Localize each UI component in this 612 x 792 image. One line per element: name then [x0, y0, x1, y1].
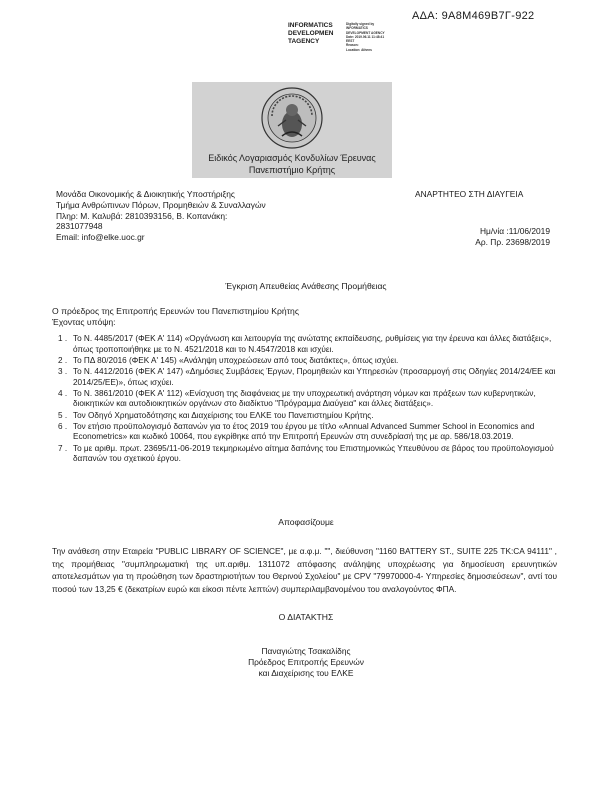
- item-text: Το Ν. 4485/2017 (ΦΕΚ Α' 114) «Οργάνωση και λειτουργία της ανώτατης εκπαίδευσης, ρυθμίσεις για την έρευνα και άλλες διατάξεις», όπως τροποποιήθηκε με το Ν. 4521/2018 και το Ν.4547/2018 και ισχύει.: [73, 334, 552, 354]
- list-item: [52, 334, 556, 355]
- item-number: 3 .: [58, 366, 68, 376]
- list-item: [52, 389, 556, 410]
- agency-line: INFORMATICS: [288, 22, 333, 29]
- item-text: Το Ν. 4412/2016 (ΦΕΚ Α' 147) «Δημόσιες Συμβάσεις Έργων, Προμηθειών και Υπηρεσιών (προσαρμογή στις Οδηγίες 2014/24/ΕΕ και 2014/25/ΕΕ)», όπως ισχύει.: [73, 366, 556, 387]
- item-number: 6 .: [58, 421, 68, 431]
- publish-note: ΑΝΑΡΤΗΤΕΟ ΣΤΗ ΔΙΑΥΓΕΙΑ: [415, 189, 524, 199]
- considerations-list: [52, 334, 556, 465]
- signatory-role-cont: και Διαχείρισης του ΕΛΚΕ: [258, 668, 354, 678]
- intro-block: [52, 306, 299, 328]
- decision-text: Την ανάθεση στην Εταιρεία "PUBLIC LIBRARY OF SCIENCE", με α.φ.μ. "", διεύθυνση "1160 BATTERY ST., SUITE 225 TK:CA 94111" , της προμήθειας "συμπληρωματική της υπ.αριθμ. 1311072 απόφασης ανάληψης υποχρέωσης για δημοσίευση ερευνητικών αποτελεσμάτων για τη προώθηση των δραστηριοτήτων του Θερινού Σχολείου" με CPV "79970000-4- Υπηρεσίες δημοσιεύσεων", αντί του ποσού των 13,25 € (δεκατρίων ευρώ και είκοσι πέντε λεπτών) συμπεριλαμβανομένου του αναλογούντος ΦΠΑ.: [52, 546, 557, 594]
- issuer-phone: 2831077948: [56, 221, 103, 232]
- signature-detail-line: DEVELOPMENT AGENCY: [346, 30, 385, 35]
- signature-detail-line: EEST: [346, 39, 355, 44]
- item-text: Τον ετήσιο προϋπολογισμό δαπανών για το έτος 2019 του έργου με τίτλο «Annual Advanced Summer School in Economics and Econometrics» και κωδικό 10064, που εγκρίθηκε από την Επιτροπή Ερευνών στη συνεδρίασή της με αρ. 586/18.03.2019.: [73, 421, 535, 442]
- signature-detail-line: Digitally signed by: [346, 22, 375, 26]
- item-number: 1 .: [58, 334, 68, 343]
- protocol-number: Αρ. Πρ. 23698/2019: [475, 237, 550, 247]
- list-item: [52, 422, 556, 443]
- logo-subtitle: Πανεπιστήμιο Κρήτης: [248, 165, 336, 175]
- item-text: Το ΠΔ 80/2016 (ΦΕΚ Α' 145) «Ανάληψη υποχρεώσεων από τους διατάκτες», όπως ισχύει.: [73, 355, 399, 365]
- list-item: [52, 411, 556, 422]
- signature-detail-line: Reason:: [346, 43, 359, 48]
- signature-detail-line: INFORMATICS: [346, 26, 368, 31]
- item-text: Το Ν. 3861/2010 (ΦΕΚ Α' 112) «Ενίσχυση της διαφάνειας με την υποχρεωτική ανάρτηση νόμων και πράξεων των κυβερνητικών, διοικητικών και αυτοδιοικητικών οργάνων στο διαδίκτυο "Πρόγραμμα Διαύγεια" και άλλες διατάξεις».: [73, 388, 536, 409]
- item-number: 2 .: [58, 355, 68, 365]
- signatory-role: Πρόεδρος Επιτροπής Ερευνών: [248, 657, 364, 667]
- signatory-name: Παναγιώτης Τσακαλίδης: [261, 646, 351, 656]
- decision-heading: Αποφασίζουμε: [278, 517, 334, 527]
- signature-detail-line: Date: 2019.06.11 11:48:41: [346, 34, 385, 39]
- item-text: Το με αριθμ. πρωτ. 23695/11-06-2019 τεκμηριωμένο αίτημα δαπάνης του Επιστημονικώς Υπευθύνου σε βάρος του προϋπολογισμού δαπανών του σχετικού έργου.: [73, 443, 554, 464]
- issuer-unit: Μονάδα Οικονομικής & Διοικητικής Υποστήριξης: [56, 189, 235, 199]
- issuer-email: Email: info@elke.uoc.gr: [56, 232, 145, 243]
- digital-signature-details: [346, 22, 385, 52]
- director-heading: Ο ΔΙΑΤΑΚΤΗΣ: [278, 612, 334, 622]
- agency-line: DEVELOPMEN: [288, 30, 334, 37]
- list-item: [52, 444, 556, 465]
- logo-title: Ειδικός Λογαριασμός Κονδυλίων Έρευνας: [208, 153, 376, 163]
- intro-line: Ο πρόεδρος της Επιτροπής Ερευνών του Πανεπιστημίου Κρήτης: [52, 306, 299, 316]
- university-seal-icon: [260, 86, 324, 150]
- ada-code: ΑΔΑ: 9Α8Μ469Β7Γ-922: [412, 10, 535, 22]
- issuer-department: Τμήμα Ανθρώπινων Πόρων, Προμηθειών & Συναλλαγών: [56, 199, 266, 210]
- list-item: [52, 367, 556, 388]
- item-number: 7 .: [58, 443, 68, 453]
- elke-logo: [192, 82, 392, 178]
- date-protocol-block: [446, 226, 550, 248]
- issuer-contacts: Πληρ: Μ. Καλυβά: 2810393156, Β. Κοπανάκη:: [56, 210, 228, 221]
- document-date: Ημ/νία :11/06/2019: [479, 226, 550, 236]
- signature-detail-line: Location: Athens: [346, 47, 372, 52]
- document-title: Έγκριση Απευθείας Ανάθεσης Προμήθειας: [225, 281, 387, 291]
- intro-line: Έχοντας υπόψη:: [52, 317, 116, 327]
- agency-line: TAGENCY: [288, 38, 320, 45]
- signatory-block: [0, 646, 612, 679]
- list-item: [52, 356, 556, 367]
- digital-signature-agency: [288, 22, 334, 46]
- issuer-block: [56, 189, 266, 243]
- item-text: Τον Οδηγό Χρηματοδότησης και Διαχείρισης του ΕΛΚΕ του Πανεπιστημίου Κρήτης.: [73, 410, 374, 420]
- item-number: 5 .: [58, 410, 68, 420]
- item-number: 4 .: [58, 388, 68, 398]
